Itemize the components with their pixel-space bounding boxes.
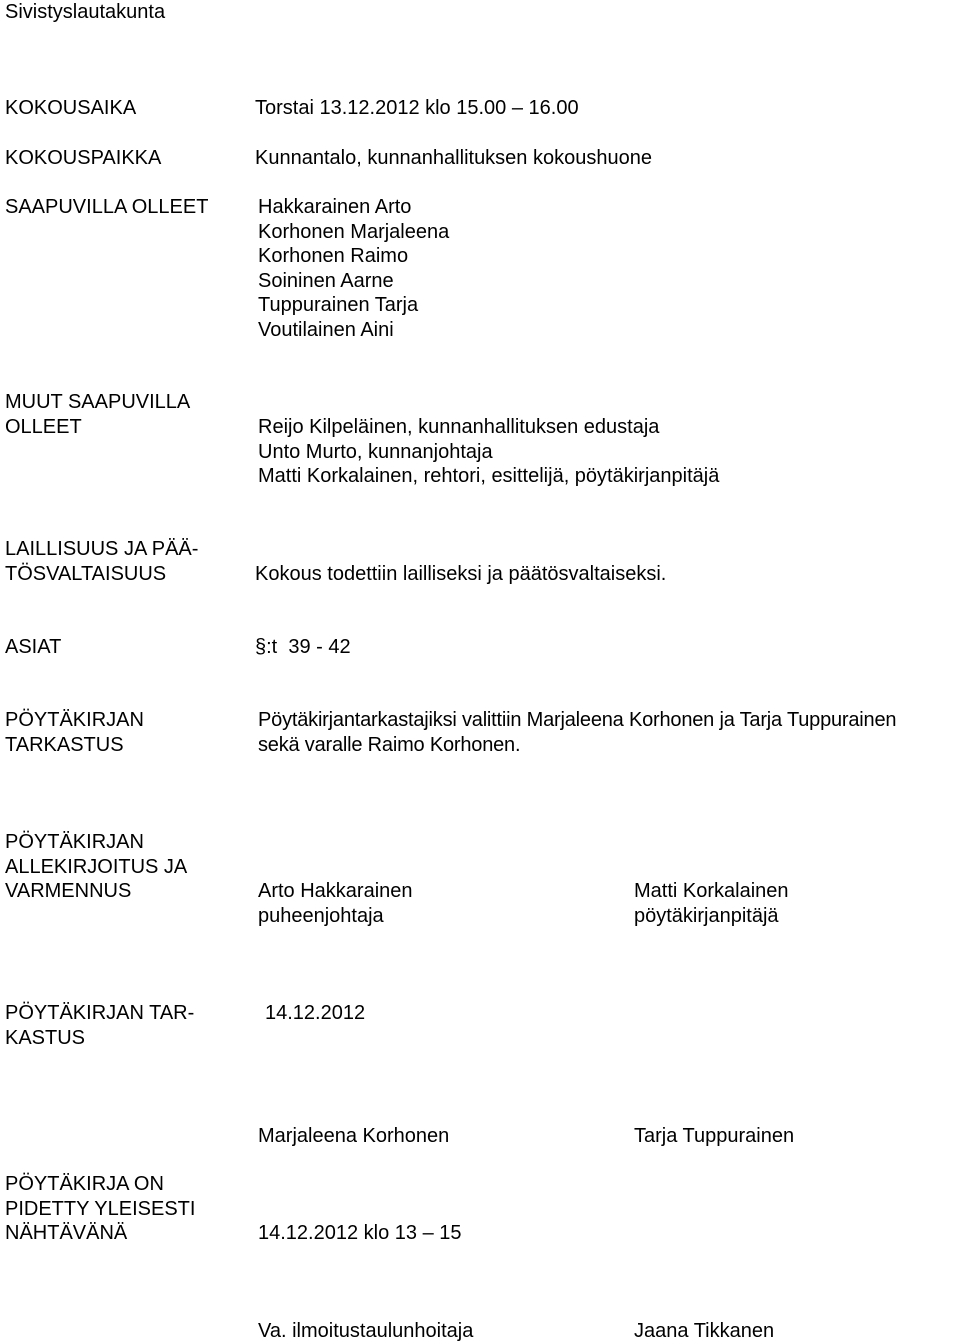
attendees-label: SAAPUVILLA OLLEET bbox=[5, 196, 209, 218]
signer-secretary-name: Matti Korkalainen bbox=[634, 880, 789, 902]
minutes-check-label-line: TARKASTUS bbox=[5, 733, 124, 756]
other-attendees-label-line: MUUT SAAPUVILLA bbox=[5, 391, 191, 413]
legality-value: Kokous todettiin lailliseksi ja päätösvaltaiseksi. bbox=[255, 563, 667, 585]
other-attendee-entry: Matti Korkalainen, rehtori, esittelijä, pöytäkirjanpitäjä bbox=[258, 465, 720, 487]
signer-chair-role: puheenjohtaja bbox=[258, 904, 384, 927]
public-display-label-line: NÄHTÄVÄNÄ bbox=[5, 1222, 128, 1244]
public-display-label-line: PIDETTY YLEISESTI bbox=[5, 1197, 196, 1220]
attendee-name: Hakkarainen Arto bbox=[258, 196, 412, 218]
signer-secretary-role: pöytäkirjanpitäjä bbox=[634, 904, 779, 927]
organization-name: Sivistyslautakunta bbox=[5, 1, 166, 23]
matters-label: ASIAT bbox=[5, 636, 62, 658]
public-display-label-line: PÖYTÄKIRJA ON bbox=[5, 1173, 164, 1195]
attendees-list bbox=[258, 195, 449, 342]
signing-label-line: PÖYTÄKIRJAN bbox=[5, 831, 144, 853]
review-date: 14.12.2012 bbox=[265, 1002, 366, 1024]
review-label-line: PÖYTÄKIRJAN TAR- bbox=[5, 1002, 195, 1024]
notice-board-role: Va. ilmoitustaulunhoitaja bbox=[258, 1320, 474, 1342]
minutes-check-value bbox=[258, 708, 896, 757]
review-label-line: KASTUS bbox=[5, 1026, 86, 1049]
meeting-time-value: Torstai 13.12.2012 klo 15.00 – 16.00 bbox=[255, 97, 579, 119]
reviewer-2: Tarja Tuppurainen bbox=[634, 1125, 795, 1147]
legality-label bbox=[5, 537, 198, 586]
meeting-place-value: Kunnantalo, kunnanhallituksen kokoushuone bbox=[255, 147, 652, 169]
review-label bbox=[5, 1001, 194, 1050]
legality-label-line: LAILLISUUS JA PÄÄ- bbox=[5, 538, 199, 560]
minutes-check-value-line: sekä varalle Raimo Korhonen. bbox=[258, 733, 521, 756]
attendee-name: Tuppurainen Tarja bbox=[258, 294, 419, 316]
attendee-name: Korhonen Marjaleena bbox=[258, 220, 450, 243]
meeting-place-label: KOKOUSPAIKKA bbox=[5, 147, 162, 169]
matters-value: §:t 39 - 42 bbox=[255, 636, 351, 658]
other-attendees-list bbox=[258, 415, 719, 489]
other-attendees-label-line: OLLEET bbox=[5, 415, 82, 438]
other-attendees-label bbox=[5, 390, 190, 439]
minutes-check-label-line: PÖYTÄKIRJAN bbox=[5, 709, 144, 731]
other-attendee-entry: Reijo Kilpeläinen, kunnanhallituksen edustaja bbox=[258, 416, 660, 438]
minutes-check-value-line: Pöytäkirjantarkastajiksi valittiin Marjaleena Korhonen ja Tarja Tuppurainen bbox=[258, 709, 897, 731]
legality-label-line: TÖSVALTAISUUS bbox=[5, 562, 167, 585]
signing-label-line: VARMENNUS bbox=[5, 880, 132, 902]
public-display-value: 14.12.2012 klo 13 – 15 bbox=[258, 1222, 462, 1244]
signer-chair-name: Arto Hakkarainen bbox=[258, 880, 413, 902]
meeting-time-label: KOKOUSAIKA bbox=[5, 97, 137, 119]
attendee-name: Voutilainen Aini bbox=[258, 318, 394, 341]
minutes-check-label bbox=[5, 708, 144, 757]
notice-board-keeper: Jaana Tikkanen bbox=[634, 1320, 775, 1342]
signer-secretary bbox=[634, 879, 789, 928]
attendee-name: Soininen Aarne bbox=[258, 269, 394, 292]
signer-chair bbox=[258, 879, 413, 928]
signing-label bbox=[5, 830, 187, 904]
signing-label-line: ALLEKIRJOITUS JA bbox=[5, 855, 188, 878]
reviewer-1: Marjaleena Korhonen bbox=[258, 1125, 450, 1147]
attendee-name: Korhonen Raimo bbox=[258, 245, 409, 267]
other-attendee-entry: Unto Murto, kunnanjohtaja bbox=[258, 440, 493, 463]
public-display-label bbox=[5, 1172, 195, 1246]
